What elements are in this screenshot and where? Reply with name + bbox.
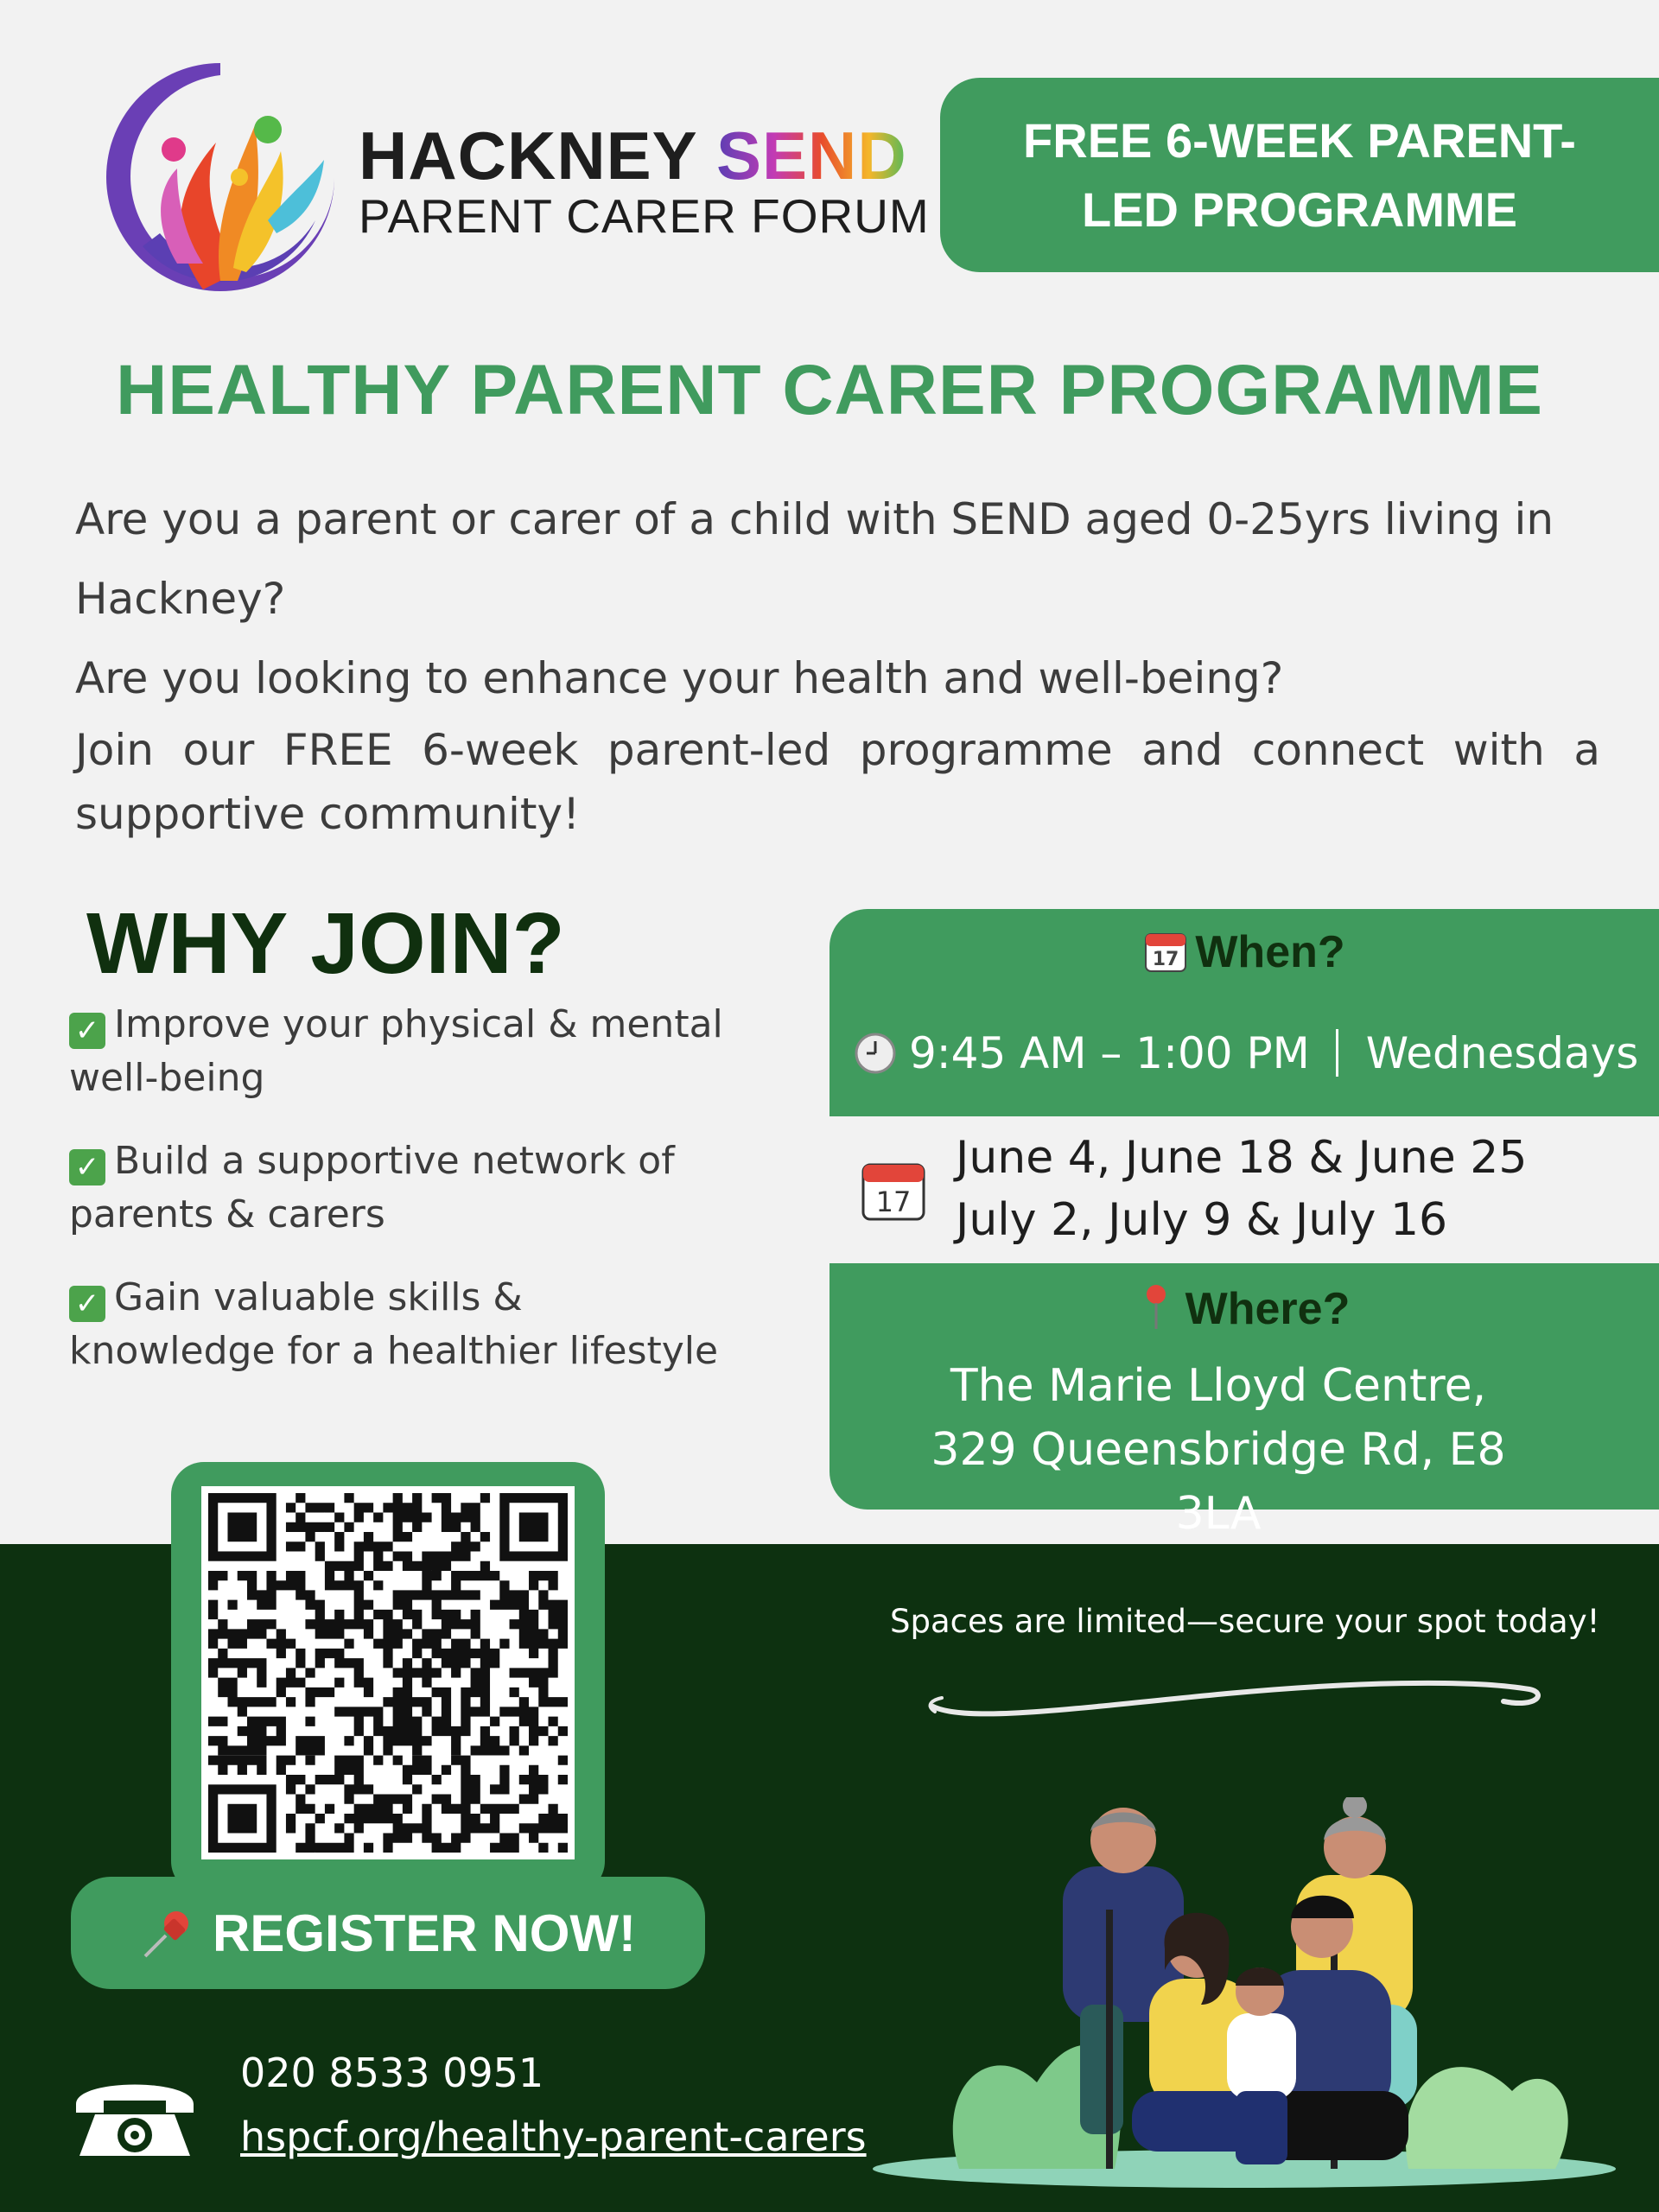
qr-finder <box>208 1493 276 1561</box>
list-item <box>69 998 726 1105</box>
check-icon: ✓ <box>69 1013 105 1049</box>
swirl-decoration <box>916 1663 1555 1732</box>
list-item <box>69 1271 726 1378</box>
intro-text <box>75 480 1600 846</box>
where-section <box>830 1263 1659 1540</box>
calendar-icon <box>861 1160 926 1222</box>
free-programme-badge <box>940 78 1659 272</box>
list-item-text: Gain valuable skills & knowledge for a healthier lifestyle <box>69 1275 719 1373</box>
qr-finder <box>499 1493 568 1561</box>
badge-text: FREE 6-WEEK PARENT-LED PROGRAMME <box>1023 112 1576 237</box>
why-join-heading: WHY JOIN? <box>86 895 565 992</box>
pushpin-icon <box>140 1904 197 1961</box>
phone-icon <box>69 2069 200 2161</box>
limited-spaces-tagline: Spaces are limited—secure your spot today! <box>890 1603 1600 1640</box>
time-row <box>854 1028 1638 1078</box>
venue-address: The Marie Lloyd Centre, 329 Queensbridge Rd, E8 3LA <box>931 1360 1506 1540</box>
where-heading <box>830 1282 1659 1335</box>
intro-question-1: Are you a parent or carer of a child with SEND aged 0-25yrs living in Hackney? <box>75 494 1554 624</box>
clock-icon <box>854 1032 897 1075</box>
where-title-text: Where? <box>1185 1284 1351 1334</box>
divider <box>1336 1029 1338 1077</box>
svg-text:17: 17 <box>1153 949 1179 970</box>
phone-number[interactable]: 020 8533 0951 <box>240 2050 544 2096</box>
intro-question-2: Are you looking to enhance your health and well-being? <box>75 653 1284 703</box>
logo-title-hackney: HACKNEY <box>359 118 716 194</box>
register-label: REGISTER NOW! <box>213 1904 636 1962</box>
family-illustration <box>855 1797 1633 2203</box>
logo-title-send: SEND <box>715 118 907 194</box>
list-item-text: Improve your physical & mental well-being <box>69 1002 723 1100</box>
calendar-icon <box>1143 929 1188 974</box>
when-heading <box>830 926 1659 978</box>
register-button[interactable] <box>71 1877 705 1989</box>
session-dates <box>956 1127 1527 1251</box>
why-join-list <box>69 998 726 1408</box>
check-icon: ✓ <box>69 1149 105 1185</box>
page-title: HEALTHY PARENT CARER PROGRAMME <box>116 351 1543 429</box>
check-icon: ✓ <box>69 1286 105 1322</box>
qr-code[interactable] <box>201 1486 575 1859</box>
july-dates: July 2, July 9 & July 16 <box>956 1194 1448 1246</box>
logo-subtitle: PARENT CARER FORUM <box>359 189 930 243</box>
dates-section <box>830 1116 1659 1263</box>
hackney-send-logo <box>91 48 930 307</box>
svg-text:17: 17 <box>875 1185 912 1218</box>
pin-icon <box>1139 1282 1173 1331</box>
logo-text <box>359 118 930 243</box>
when-title-text: When? <box>1195 927 1345 977</box>
list-item <box>69 1135 726 1242</box>
logo-title <box>359 118 930 194</box>
website-link[interactable]: hspcf.org/healthy-parent-carers <box>240 2113 867 2160</box>
contact-info <box>240 2041 867 2169</box>
session-day: Wednesdays <box>1365 1028 1639 1078</box>
session-time: 9:45 AM – 1:00 PM <box>909 1028 1310 1078</box>
when-section <box>830 909 1659 1116</box>
qr-finder <box>208 1784 276 1853</box>
list-item-text: Build a supportive network of parents & carers <box>69 1139 675 1236</box>
logo-mark-icon <box>91 48 350 307</box>
intro-paragraph: Join our FREE 6-week parent-led programme and connect with a supportive community! <box>75 725 1600 839</box>
june-dates: June 4, June 18 & June 25 <box>956 1132 1528 1184</box>
event-details-panel <box>830 909 1659 1540</box>
